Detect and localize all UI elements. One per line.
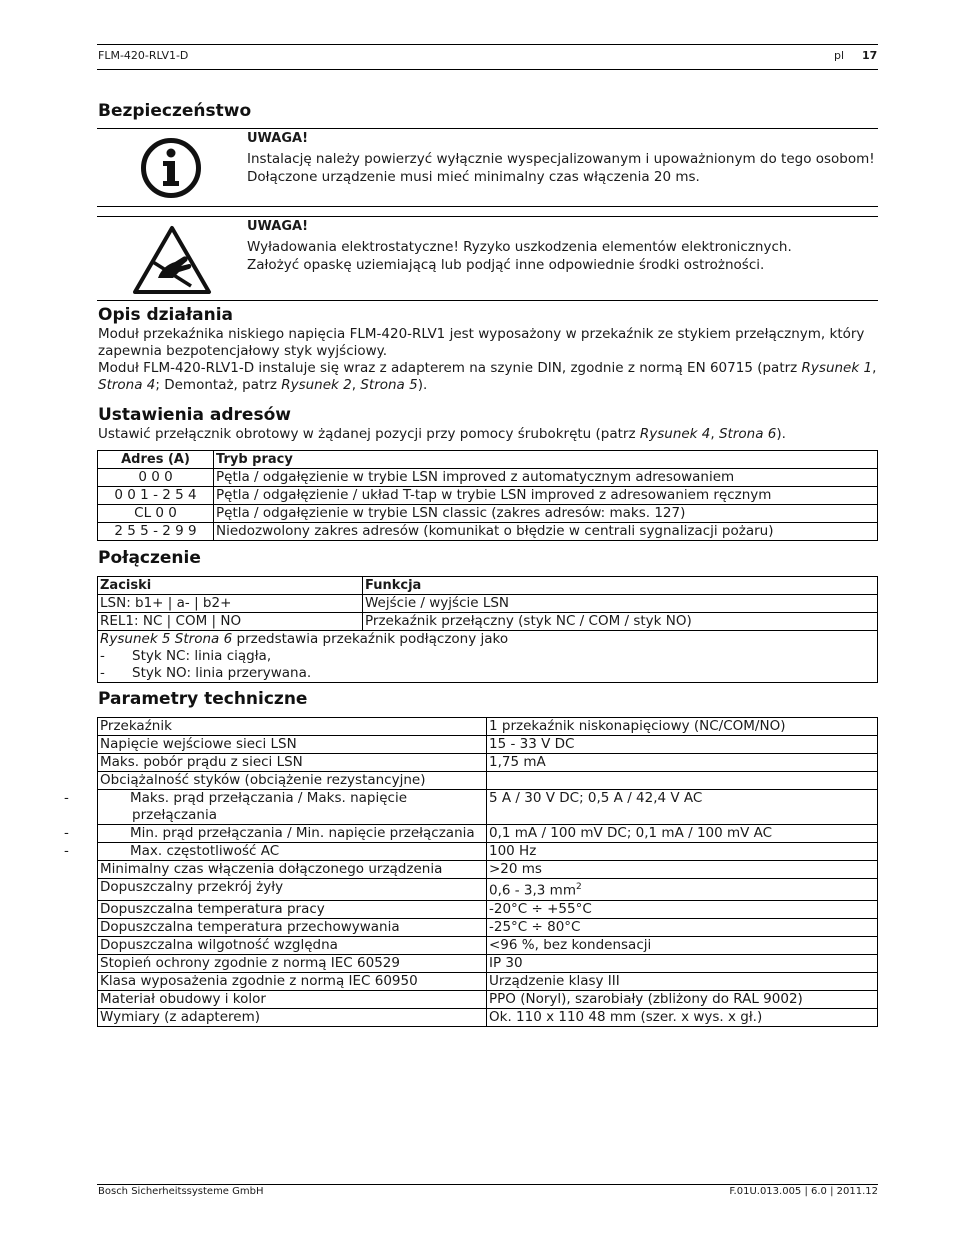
spec-value-cell: 15 - 33 V DC <box>487 736 878 754</box>
spec-label-cell: Napięcie wejściowe sieci LSN <box>98 736 487 754</box>
spec-value-cell: 0,6 - 3,3 $mm^2$ <box>487 879 878 901</box>
specs-table <box>64 717 878 1027</box>
header-top-rule <box>97 44 878 45</box>
spec-label-cell: Obciążalność styków (obciążenie rezystancyjne) <box>98 772 487 790</box>
spec-label-cell: Wymiary (z adapterem) <box>98 1008 487 1026</box>
spec-label-cell: Maks. pobór prądu z sieci LSN <box>98 754 487 772</box>
footer-company: Bosch Sicherheitssysteme GmbH <box>98 1186 264 1197</box>
spec-value-cell <box>487 772 878 790</box>
notice-1-line-1: Instalację należy powierzyć wyłącznie wyspecjalizowanym i upoważnionym do tego osobom! <box>247 151 875 167</box>
spec-label-cell: Dopuszczalna wilgotność względna <box>98 936 487 954</box>
table-row <box>98 718 878 736</box>
header-page-number: 17 <box>862 49 878 62</box>
notice-2-line-1: Wyładowania elektrostatyczne! Ryzyko uszkodzenia elementów elektronicznych. <box>247 239 792 255</box>
table-row <box>98 754 878 772</box>
table-row <box>98 772 878 790</box>
spec-label-cell: Klasa wyposażenia zgodnie z normą IEC 60950 <box>98 972 487 990</box>
terminal-cell: REL1: NC | COM | NO <box>98 613 363 631</box>
table-row <box>98 1008 878 1026</box>
spec-value-cell: <96 %, bez kondensacji <box>487 936 878 954</box>
safety-title: Bezpieczeństwo <box>98 101 252 121</box>
mode-col-header: Tryb pracy <box>214 451 878 469</box>
specs-title: Parametry techniczne <box>98 689 308 709</box>
table-row <box>98 736 878 754</box>
spec-label-cell: Stopień ochrony zgodnie z normą IEC 60529 <box>98 954 487 972</box>
mode-cell: Pętla / odgałęzienie w trybie LSN improved z automatycznym adresowaniem <box>214 469 878 487</box>
esd-warning-icon <box>131 224 213 300</box>
spec-value-cell: 1 przekaźnik niskonapięciowy (NC/COM/NO) <box>487 718 878 736</box>
footer-doc-ref: F.01U.013.005 | 6.0 | 2011.12 <box>729 1186 878 1197</box>
table-row <box>98 954 878 972</box>
function-col-header: Funkcja <box>363 577 878 595</box>
spec-value-cell: 100 Hz <box>487 843 878 861</box>
function-cell: Wejście / wyjście LSN <box>363 595 878 613</box>
spec-value-cell: PPO (Noryl), szarobiały (zbliżony do RAL 9002) <box>487 990 878 1008</box>
address-cell: 2 5 5 - 2 9 9 <box>98 523 214 541</box>
connection-note-row <box>98 631 878 683</box>
table-row <box>98 469 878 487</box>
address-cell: 0 0 0 <box>98 469 214 487</box>
header-bottom-rule <box>97 69 878 70</box>
address-title: Ustawienia adresów <box>98 405 291 425</box>
table-row <box>98 505 878 523</box>
spec-label-cell: Dopuszczalny przekrój żyły <box>98 879 487 901</box>
notice-2-label: UWAGA! <box>247 219 309 234</box>
table-row <box>98 825 878 843</box>
address-col-header: Adres (A) <box>98 451 214 469</box>
address-intro: Ustawić przełącznik obrotowy w żądanej pozycji przy pomocy śrubokrętu (patrz Rysunek 4, Strona 6). <box>98 426 786 442</box>
spec-value-cell: >20 ms <box>487 861 878 879</box>
address-cell: 0 0 1 - 2 5 4 <box>98 487 214 505</box>
connection-note: Rysunek 5 Strona 6 przedstawia przekaźnik podłączony jako - Styk NC: linia ciągła, - Styk NO: linia przerywana. <box>98 631 878 683</box>
footer-rule <box>97 1184 878 1185</box>
table-row <box>98 487 878 505</box>
notice-1-line-2: Dołączone urządzenie musi mieć minimalny czas włączenia 20 ms. <box>247 169 700 185</box>
list-item: - Styk NC: linia ciągła, <box>100 648 272 664</box>
table-row <box>98 843 878 861</box>
spec-value-cell: IP 30 <box>487 954 878 972</box>
table-row <box>98 918 878 936</box>
spec-value-cell: -25°C ÷ 80°C <box>487 918 878 936</box>
terminal-cell: LSN: b1+ | a- | b2+ <box>98 595 363 613</box>
spec-label-cell: - Maks. prąd przełączania / Maks. napięcie przełączania <box>98 790 487 825</box>
address-table <box>97 450 878 541</box>
operation-title: Opis działania <box>98 305 234 325</box>
spec-label-cell: - Max. częstotliwość AC <box>98 843 487 861</box>
operation-text <box>98 326 878 394</box>
table-row <box>98 900 878 918</box>
operation-paragraph-2: Moduł FLM-420-RLV1-D instaluje się wraz z adapterem na szynie DIN, zgodnie z normą EN 60715 (patrz Rysunek 1, Strona 4; Demontaż, patrz Rysunek 2, Strona 5). <box>98 360 877 393</box>
spec-value-cell: 1,75 mA <box>487 754 878 772</box>
notice-2-line-2: Założyć opaskę uziemiającą lub podjąć inne odpowiednie środki ostrożności. <box>247 257 765 273</box>
connection-table <box>97 576 878 683</box>
spec-value-cell: 0,1 mA / 100 mV DC; 0,1 mA / 100 mV AC <box>487 825 878 843</box>
notice-2-top-rule <box>97 216 878 217</box>
mode-cell: Pętla / odgałęzienie w trybie LSN classic (zakres adresów: maks. 127) <box>214 505 878 523</box>
spec-label-cell: - Min. prąd przełączania / Min. napięcie przełączania <box>98 825 487 843</box>
notice-1-text <box>247 150 877 186</box>
spec-label-cell: Materiał obudowy i kolor <box>98 990 487 1008</box>
connection-table-header <box>98 577 878 595</box>
table-row <box>98 990 878 1008</box>
mode-cell: Niedozwolony zakres adresów (komunikat o błędzie w centrali sygnalizacji pożaru) <box>214 523 878 541</box>
notice-1-top-rule <box>97 128 878 129</box>
notice-1-bottom-rule <box>97 206 878 207</box>
list-item: - Styk NO: linia przerywana. <box>100 665 312 681</box>
spec-label-cell: Przekaźnik <box>98 718 487 736</box>
spec-value-cell: Urządzenie klasy III <box>487 972 878 990</box>
table-row <box>98 879 878 901</box>
operation-paragraph-1: Moduł przekaźnika niskiego napięcia FLM-420-RLV1 jest wyposażony w przekaźnik ze stykiem przełącznym, który zapewnia bezpotencjałowy styk wyjściowy. <box>98 326 865 359</box>
address-cell: CL 0 0 <box>98 505 214 523</box>
spec-value-cell: 5 A / 30 V DC; 0,5 A / 42,4 V AC <box>487 790 878 825</box>
table-row <box>98 613 878 631</box>
table-row <box>98 972 878 990</box>
table-row <box>98 595 878 613</box>
notice-1-label: UWAGA! <box>247 131 309 146</box>
connection-title: Połączenie <box>98 548 201 568</box>
spec-label-cell: Minimalny czas włączenia dołączonego urządzenia <box>98 861 487 879</box>
notice-2-bottom-rule <box>97 300 878 301</box>
table-row <box>98 790 878 825</box>
spec-value-cell: -20°C ÷ +55°C <box>487 900 878 918</box>
function-cell: Przekaźnik przełączny (styk NC / COM / styk NO) <box>363 613 878 631</box>
header-doc-id: FLM-420-RLV1-D <box>98 49 189 62</box>
spec-label-cell: Dopuszczalna temperatura pracy <box>98 900 487 918</box>
notice-2-text <box>247 238 877 274</box>
spec-label-cell: Dopuszczalna temperatura przechowywania <box>98 918 487 936</box>
mode-cell: Pętla / odgałęzienie / układ T-tap w trybie LSN improved z adresowaniem ręcznym <box>214 487 878 505</box>
table-row <box>98 936 878 954</box>
address-table-header <box>98 451 878 469</box>
table-row <box>98 861 878 879</box>
info-icon <box>140 137 202 203</box>
spec-value-cell: Ok. 110 x 110 48 mm (szer. x wys. x gł.) <box>487 1008 878 1026</box>
header-lang: pl <box>834 49 845 62</box>
terminals-col-header: Zaciski <box>98 577 363 595</box>
table-row <box>98 523 878 541</box>
